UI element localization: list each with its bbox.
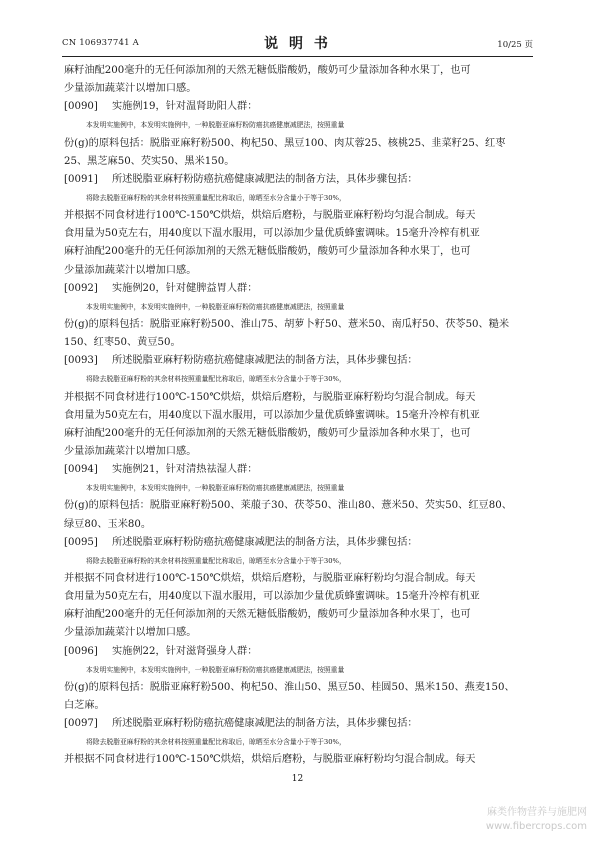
line-text: 将除去脱脂亚麻籽粉的其余材料按照重量配比称取后，晾晒至水分含量小于等于30%， [86, 193, 346, 202]
line-text: 白芝麻。 [64, 699, 105, 711]
paragraph-line [64, 316, 534, 334]
paragraph-line-numbered [64, 461, 534, 479]
paragraph-line [64, 679, 534, 697]
watermark-site-name: 麻类作物营养与施肥网 [487, 807, 587, 818]
line-text: 绿豆80、玉米80。 [64, 518, 152, 530]
paragraph-line [64, 370, 534, 388]
paragraph-line [64, 588, 534, 606]
line-text: 麻籽油配200毫升的无任何添加剂的天然无糖低脂酸奶，酸奶可少量添加各种水果丁，也可 [64, 609, 471, 621]
line-text: 食用量为50克左右，用40度以下温水服用，可以添加少量优质蜂蜜调味。15毫升冷榨有机亚 [64, 409, 480, 421]
paragraph-number: [0092] [64, 282, 98, 294]
line-text: 少量添加蔬菜汁以增加口感。 [64, 264, 197, 276]
paragraph-number: [0097] [64, 718, 98, 730]
paragraph-line [64, 80, 534, 98]
page-header [62, 30, 533, 52]
line-text: 份(g)的原料包括：脱脂亚麻籽粉500、枸杞50、淮山50、黑豆50、桂圆50、黑米150、燕麦150、 [64, 681, 515, 693]
header-divider [62, 56, 533, 57]
paragraph-line [64, 497, 534, 515]
paragraph-line [64, 733, 534, 751]
paragraph-number: [0091] [64, 173, 98, 185]
line-text: 本发明实施例中，本发明实施例中，一种脱脂亚麻籽粉防癌抗癌健康减肥法，按照重量 [86, 484, 345, 493]
paragraph-number: [0090] [64, 101, 98, 113]
paragraph-number: [0093] [64, 355, 98, 367]
line-text: 食用量为50克左右，用40度以下温水服用，可以添加少量优质蜂蜜调味。15毫升冷榨有机亚 [64, 591, 480, 603]
document-body [64, 62, 534, 769]
paragraph-line [64, 624, 534, 642]
line-text: 将除去脱脂亚麻籽粉的其余材料按照重量配比称取后，晾晒至水分含量小于等于30%， [86, 375, 346, 384]
paragraph-line [64, 425, 534, 443]
line-text: 25、黑芝麻50、芡实50、黑米150。 [64, 155, 235, 167]
line-text: 本发明实施例中，本发明实施例中，一种脱脂亚麻籽粉防癌抗癌健康减肥法，按照重量 [86, 302, 345, 311]
paragraph-line [64, 334, 534, 352]
site-watermark [486, 806, 587, 834]
paragraph-line-numbered [64, 171, 534, 189]
paragraph-line-numbered [64, 280, 534, 298]
line-text: 少量添加蔬菜汁以增加口感。 [64, 445, 197, 457]
page-indicator: 10/25 页 [497, 40, 533, 50]
line-text: 份(g)的原料包括：脱脂亚麻籽粉500、枸杞50、黑豆100、肉苁蓉25、核桃25、韭菜籽25、红枣 [64, 137, 506, 149]
line-text: 所述脱脂亚麻籽粉防癌抗癌健康减肥法的制备方法，具体步骤包括： [112, 355, 418, 367]
paragraph-line [64, 135, 534, 153]
line-text: 少量添加蔬菜汁以增加口感。 [64, 83, 197, 95]
paragraph-line [64, 516, 534, 534]
paragraph-line [64, 407, 534, 425]
paragraph-line [64, 661, 534, 679]
line-text: 并根据不同食材进行100℃-150℃烘焙，烘焙后磨粉，与脱脂亚麻籽粉均匀混合制成。每天 [64, 572, 476, 584]
line-text: 并根据不同食材进行100℃-150℃烘焙，烘焙后磨粉，与脱脂亚麻籽粉均匀混合制成。每天 [64, 210, 476, 222]
line-text: 将除去脱脂亚麻籽粉的其余材料按照重量配比称取后，晾晒至水分含量小于等于30%， [86, 738, 346, 747]
paragraph-line [64, 207, 534, 225]
line-text: 实施例22，针对滋肾强身人群： [112, 645, 258, 657]
paragraph-line [64, 262, 534, 280]
patent-number: CN 106937741 A [62, 38, 139, 48]
paragraph-line-numbered [64, 534, 534, 552]
line-text: 实施例21，针对清热祛湿人群： [112, 464, 258, 476]
paragraph-line-numbered [64, 643, 534, 661]
paragraph-line [64, 298, 534, 316]
paragraph-line [64, 153, 534, 171]
line-text: 麻籽油配200毫升的无任何添加剂的天然无糖低脂酸奶，酸奶可少量添加各种水果丁，也可 [64, 427, 471, 439]
line-text: 份(g)的原料包括：脱脂亚麻籽粉500、淮山75、胡萝卜籽50、薏米50、南瓜籽50、茯苓50、糙米 [64, 318, 510, 330]
line-text: 麻籽油配200毫升的无任何添加剂的天然无糖低脂酸奶，酸奶可少量添加各种水果丁，也可 [64, 246, 471, 258]
line-text: 并根据不同食材进行100℃-150℃烘焙，烘焙后磨粉，与脱脂亚麻籽粉均匀混合制成。每天 [64, 391, 476, 403]
line-text: 少量添加蔬菜汁以增加口感。 [64, 627, 197, 639]
line-text: 本发明实施例中，本发明实施例中，一种脱脂亚麻籽粉防癌抗癌健康减肥法，按照重量 [86, 121, 345, 130]
line-text: 将除去脱脂亚麻籽粉的其余材料按照重量配比称取后，晾晒至水分含量小于等于30%， [86, 556, 346, 565]
paragraph-line [64, 570, 534, 588]
paragraph-line [64, 751, 534, 769]
paragraph-line [64, 116, 534, 134]
paragraph-line [64, 552, 534, 570]
paragraph-line [64, 243, 534, 261]
paragraph-line [64, 389, 534, 407]
watermark-url: www.fibercrops.com [485, 821, 587, 832]
paragraph-line [64, 62, 534, 80]
line-text: 份(g)的原料包括：脱脂亚麻籽粉500、莱菔子30、茯苓50、淮山80、薏米50、芡实50、红豆80、 [64, 500, 512, 512]
line-text: 实施例20，针对健脾益胃人群： [112, 282, 258, 294]
paragraph-number: [0095] [64, 536, 98, 548]
page-number: 12 [291, 774, 304, 784]
line-text: 食用量为50克左右，用40度以下温水服用，可以添加少量优质蜂蜜调味。15毫升冷榨有机亚 [64, 228, 480, 240]
paragraph-line-numbered [64, 715, 534, 733]
line-text: 150、红枣50、黄豆50。 [64, 337, 181, 349]
paragraph-line [64, 697, 534, 715]
paragraph-line [64, 189, 534, 207]
paragraph-number: [0096] [64, 645, 98, 657]
line-text: 所述脱脂亚麻籽粉防癌抗癌健康减肥法的制备方法，具体步骤包括： [112, 536, 418, 548]
paragraph-line [64, 606, 534, 624]
line-text: 麻籽油配200毫升的无任何添加剂的天然无糖低脂酸奶，酸奶可少量添加各种水果丁，也可 [64, 65, 471, 76]
paragraph-number: [0094] [64, 464, 98, 476]
line-text: 所述脱脂亚麻籽粉防癌抗癌健康减肥法的制备方法，具体步骤包括： [112, 718, 418, 730]
document-title: 说 明 书 [264, 36, 331, 52]
line-text: 实施例19，针对温肾助阳人群： [112, 101, 258, 113]
paragraph-line [64, 225, 534, 243]
paragraph-line [64, 479, 534, 497]
paragraph-line-numbered [64, 98, 534, 116]
line-text: 本发明实施例中，本发明实施例中，一种脱脂亚麻籽粉防癌抗癌健康减肥法，按照重量 [86, 665, 345, 674]
paragraph-line-numbered [64, 352, 534, 370]
line-text: 所述脱脂亚麻籽粉防癌抗癌健康减肥法的制备方法，具体步骤包括： [112, 173, 418, 185]
line-text: 并根据不同食材进行100℃-150℃烘焙，烘焙后磨粉，与脱脂亚麻籽粉均匀混合制成。每天 [64, 754, 476, 766]
paragraph-line [64, 443, 534, 461]
